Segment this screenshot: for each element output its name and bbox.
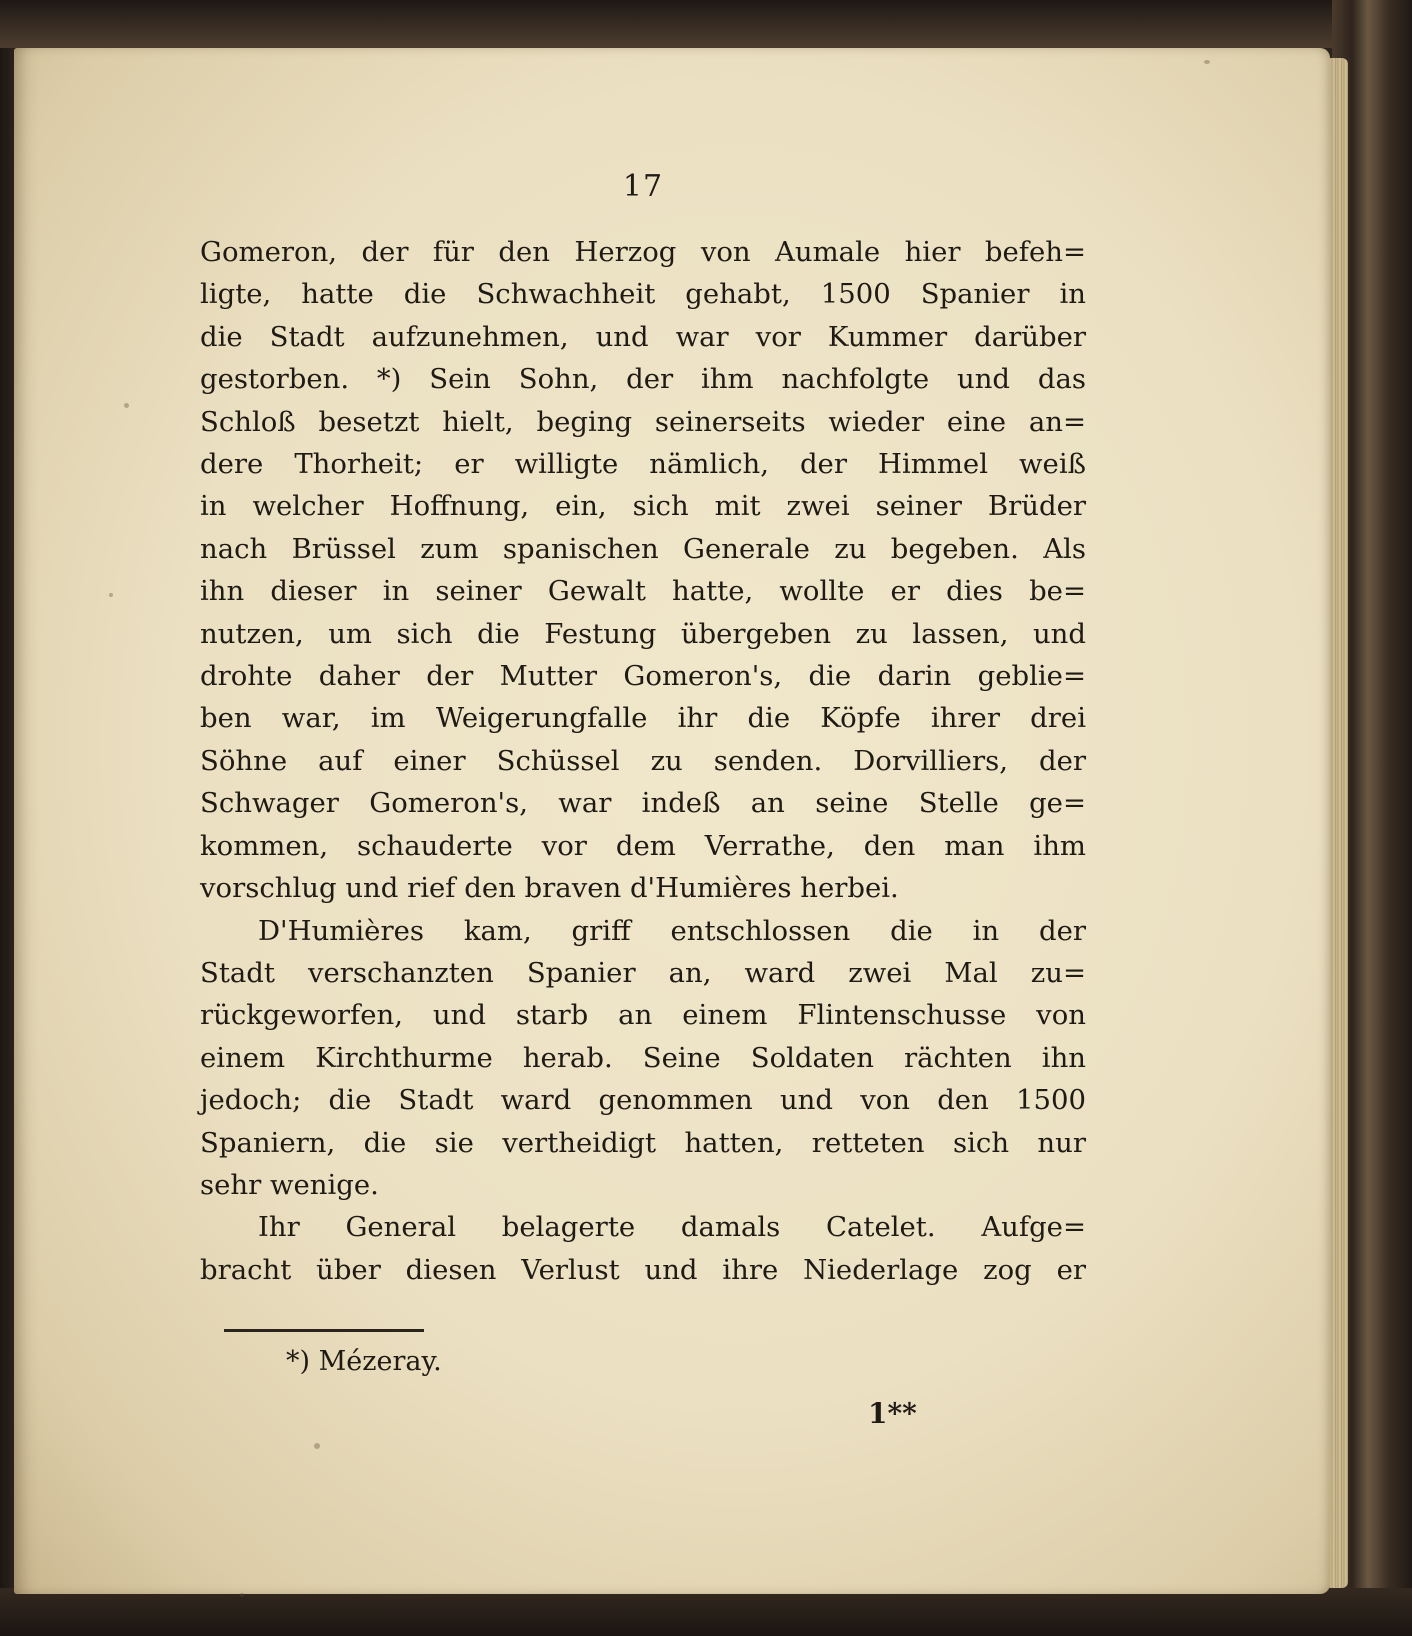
book-bottom-edge <box>0 1588 1412 1636</box>
text-line: D'Humières kam, griff entschlossen die in der <box>258 914 1086 947</box>
text-line: Spaniern, die sie vertheidigt hatten, retteten sich nur <box>200 1126 1086 1159</box>
text-line: Stadt verschanzten Spanier an, ward zwei Mal zu= <box>200 956 1086 989</box>
text-line: rückgeworfen, und starb an einem Flintenschusse von <box>200 999 1086 1032</box>
text-line: drohte daher der Mutter Gomeron's, die darin geblie= <box>200 660 1086 693</box>
footnote-divider <box>224 1329 424 1332</box>
text-line: sehr wenige. <box>200 1168 379 1201</box>
text-line: in welcher Hoffnung, ein, sich mit zwei seiner Brüder <box>200 490 1086 523</box>
text-line: vorschlug und rief den braven d'Humières herbei. <box>200 872 899 905</box>
footnote: *) Mézeray. <box>286 1346 442 1377</box>
text-line: Gomeron, der für den Herzog von Aumale hier befeh= <box>200 236 1086 268</box>
text-line: einem Kirchthurme herab. Seine Soldaten rächten ihn <box>200 1041 1086 1074</box>
text-line: bracht über diesen Verlust und ihre Niederlage zog er <box>200 1253 1086 1286</box>
text-line: Ihr General belagerte damals Catelet. Aufge= <box>258 1211 1086 1244</box>
text-line: kommen, schauderte vor dem Verrathe, den man ihm <box>200 829 1086 862</box>
text-line: Schwager Gomeron's, war indeß an seine Stelle ge= <box>200 787 1086 820</box>
page-number: 17 <box>622 169 664 204</box>
text-line: Söhne auf einer Schüssel zu senden. Dorvilliers, der <box>200 744 1086 777</box>
text-line: gestorben. *) Sein Sohn, der ihm nachfolgte und das <box>200 363 1086 396</box>
text-line: nach Brüssel zum spanischen Generale zu begeben. Als <box>200 532 1086 565</box>
text-line: dere Thorheit; er willigte nämlich, der Himmel weiß <box>200 448 1086 481</box>
text-line: jedoch; die Stadt ward genommen und von den 1500 <box>200 1084 1086 1117</box>
text-line: ligte, hatte die Schwachheit gehabt, 1500 Spanier in <box>200 278 1086 311</box>
signature-mark: 1** <box>868 1397 917 1430</box>
page-text-block <box>200 165 1086 1291</box>
text-line: Schloß besetzt hielt, beging seinerseits wieder eine an= <box>200 405 1086 438</box>
text-line: die Stadt aufzunehmen, und war vor Kummer darüber <box>200 320 1086 353</box>
book-top-edge <box>0 0 1412 48</box>
text-line: nutzen, um sich die Festung übergeben zu lassen, und <box>200 617 1086 650</box>
text-line: ben war, im Weigerungfalle ihr die Köpfe ihrer drei <box>200 702 1086 735</box>
body-text <box>200 231 1086 1291</box>
text-line: ihn dieser in seiner Gewalt hatte, wollte er dies be= <box>200 575 1086 608</box>
